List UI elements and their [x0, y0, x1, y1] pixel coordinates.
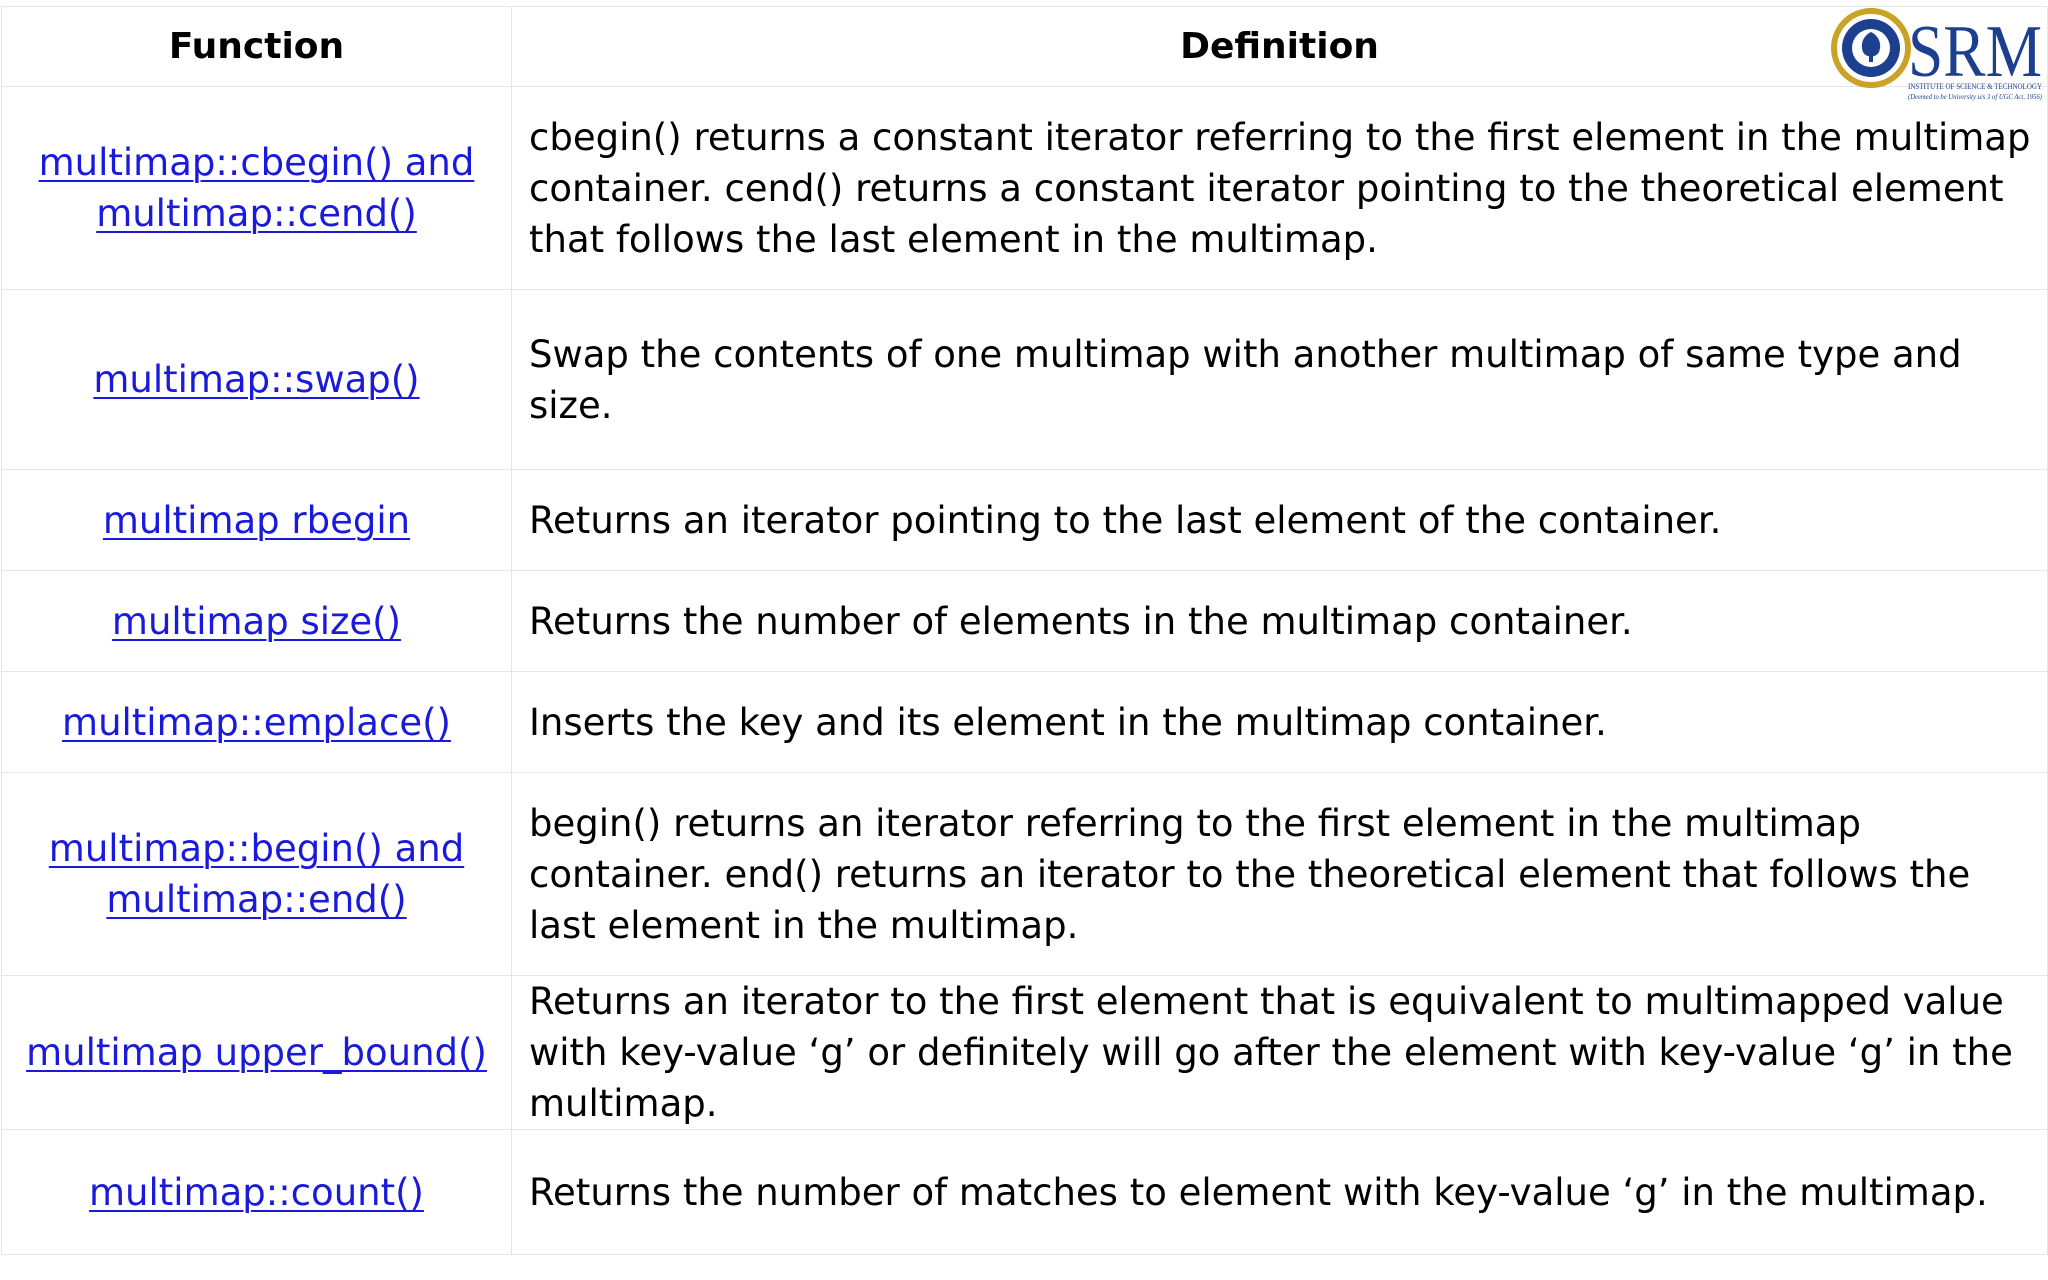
header-function: Function [2, 7, 512, 87]
table-row [2, 1130, 2048, 1255]
table-row [2, 773, 2048, 976]
definition-cell: Returns the number of matches to element with key-value ‘g’ in the multimap. [512, 1130, 2048, 1255]
definition-cell: Inserts the key and its element in the multimap container. [512, 672, 2048, 773]
function-link[interactable]: multimap::swap() [93, 358, 420, 401]
definition-cell: begin() returns an iterator referring to the first element in the multimap container. end() returns an iterator to the theoretical element that follows the last element in the multimap. [512, 773, 2048, 976]
function-link[interactable]: multimap::begin() and multimap::end() [48, 827, 465, 921]
table-row [2, 672, 2048, 773]
function-cell [2, 773, 512, 976]
function-link[interactable]: multimap::count() [89, 1170, 424, 1214]
table-row [2, 470, 2048, 571]
definition-cell: Returns the number of elements in the multimap container. [512, 571, 2048, 672]
function-cell [2, 470, 512, 571]
function-cell [2, 87, 512, 290]
table-header-row [2, 7, 2048, 87]
function-link[interactable]: multimap::cbegin() and multimap::cend() [38, 141, 475, 235]
function-link[interactable]: multimap upper_bound() [26, 1031, 487, 1074]
logo-subtext-2: (Deemed to be University u/s 3 of UGC Act, 1956) [1908, 93, 2043, 101]
definition-cell: Returns an iterator pointing to the last element of the container. [512, 470, 2048, 571]
function-cell [2, 672, 512, 773]
function-link[interactable]: multimap rbegin [102, 498, 411, 542]
definition-cell: cbegin() returns a constant iterator referring to the first element in the multimap container. cend() returns a constant iterator pointing to the theoretical element that follows the last element in the multimap. [512, 87, 2048, 290]
logo-text: SRM [1908, 11, 2042, 93]
table-row [2, 571, 2048, 672]
header-definition: Definition [512, 7, 2048, 87]
function-link[interactable]: multimap size() [111, 599, 402, 643]
function-cell [2, 1130, 512, 1255]
functions-table [1, 6, 2048, 1255]
table-row [2, 976, 2048, 1130]
function-cell [2, 290, 512, 470]
definition-cell: Returns an iterator to the first element that is equivalent to multimapped value with key-value ‘g’ or definitely will go after the element with key-value ‘g’ in the multimap. [512, 976, 2048, 1130]
function-cell [2, 976, 512, 1130]
function-cell [2, 571, 512, 672]
table-row [2, 87, 2048, 290]
table-row [2, 290, 2048, 470]
srm-logo [1830, 4, 2044, 104]
logo-subtext: INSTITUTE OF SCIENCE & TECHNOLOGY [1908, 82, 2043, 91]
definition-cell: Swap the contents of one multimap with another multimap of same type and size. [512, 290, 2048, 470]
function-link[interactable]: multimap::emplace() [62, 700, 451, 744]
